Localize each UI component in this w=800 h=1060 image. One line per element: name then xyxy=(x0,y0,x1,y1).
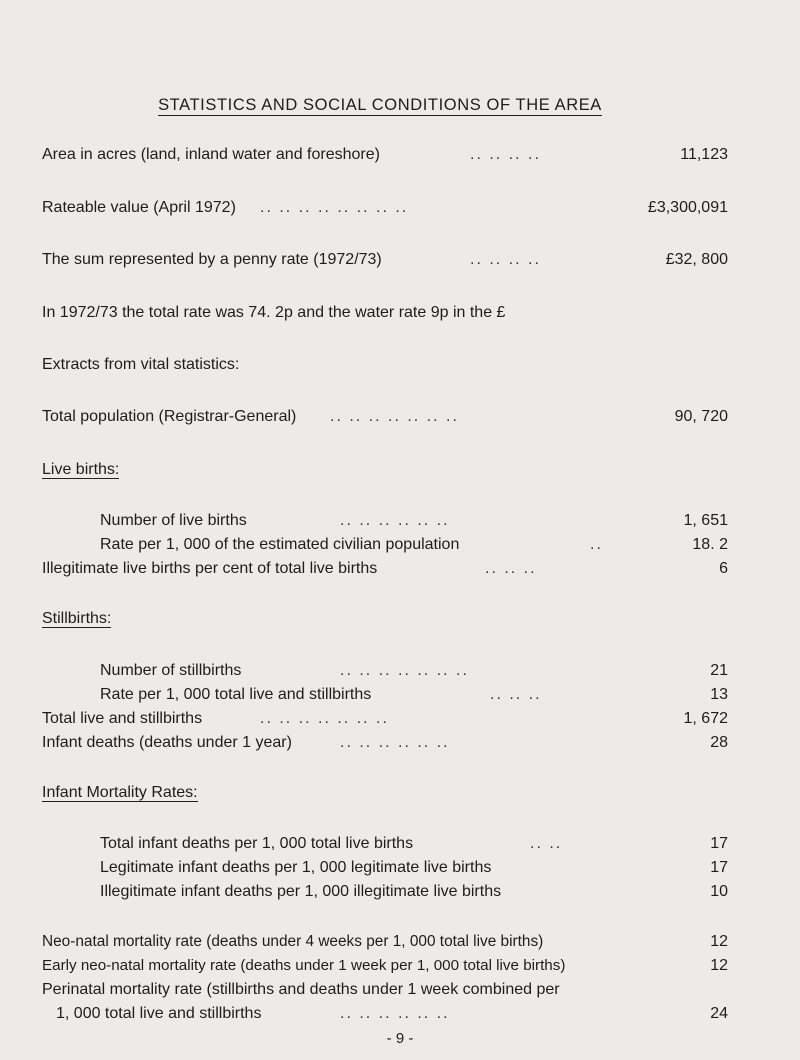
penny-rate-row xyxy=(0,251,800,273)
area-dots: .. .. .. .. xyxy=(470,146,541,163)
total-infant-deaths-dots: .. .. xyxy=(530,835,563,852)
perinatal-row xyxy=(0,1005,800,1027)
stillbirths-rate-label: Rate per 1, 000 total live and stillbirths xyxy=(100,686,372,703)
stillbirths-rate-dots: .. .. .. xyxy=(490,686,542,703)
rate-note-row xyxy=(0,304,800,326)
legitimate-infant-deaths-label: Legitimate infant deaths per 1, 000 legitimate live births xyxy=(100,859,492,876)
stillbirths-number-value: 21 xyxy=(710,662,728,679)
total-live-stillbirths-label: Total live and stillbirths xyxy=(42,710,203,727)
perinatal-label-line1: Perinatal mortality rate (stillbirths and deaths under 1 week combined per xyxy=(42,981,560,998)
live-births-rate-value: 18. 2 xyxy=(692,536,728,553)
illegitimate-births-value: 6 xyxy=(719,560,728,577)
page-number: - 9 - xyxy=(386,1030,414,1047)
population-row xyxy=(0,408,800,430)
stillbirths-row xyxy=(0,710,800,732)
infant-mortality-heading xyxy=(42,784,198,802)
live-births-number-dots: .. .. .. .. .. .. xyxy=(340,512,450,529)
infant-mortality-row xyxy=(0,859,800,881)
penny-rate-dots: .. .. .. .. xyxy=(470,251,541,268)
total-infant-deaths-label: Total infant deaths per 1, 000 total live births xyxy=(100,835,414,852)
stillbirths-row xyxy=(0,686,800,708)
perinatal-value: 24 xyxy=(710,1005,728,1022)
area-label: Area in acres (land, inland water and foreshore) xyxy=(42,146,380,163)
live-births-row xyxy=(0,560,800,582)
rateable-row xyxy=(0,199,800,221)
illegitimate-births-label: Illegitimate live births per cent of total live births xyxy=(42,560,378,577)
stillbirths-heading-text: Stillbirths: xyxy=(42,610,112,627)
penny-rate-label: The sum represented by a penny rate (1972/73) xyxy=(42,251,382,268)
rate-note: In 1972/73 the total rate was 74. 2p and the water rate 9p in the £ xyxy=(42,304,506,321)
infant-deaths-dots: .. .. .. .. .. .. xyxy=(340,734,450,751)
stillbirths-number-label: Number of stillbirths xyxy=(100,662,242,679)
legitimate-infant-deaths-value: 17 xyxy=(710,859,728,876)
infant-mortality-heading-text: Infant Mortality Rates: xyxy=(42,784,198,801)
rateable-value: £3,300,091 xyxy=(647,199,728,216)
total-infant-deaths-value: 17 xyxy=(710,835,728,852)
neonatal-value: 12 xyxy=(710,933,728,950)
live-births-rate-label: Rate per 1, 000 of the estimated civilian population xyxy=(100,536,460,553)
perinatal-row xyxy=(0,981,800,1003)
population-value: 90, 720 xyxy=(674,408,728,425)
infant-deaths-value: 28 xyxy=(710,734,728,751)
live-births-heading-text: Live births: xyxy=(42,461,120,478)
page-title-text: STATISTICS AND SOCIAL CONDITIONS OF THE AREA xyxy=(158,96,602,114)
neonatal-row xyxy=(0,933,800,955)
area-value: 11,123 xyxy=(680,146,728,163)
area-row xyxy=(0,146,800,168)
illegitimate-infant-deaths-value: 10 xyxy=(710,883,728,900)
population-dots: .. .. .. .. .. .. .. xyxy=(330,408,459,425)
perinatal-dots: .. .. .. .. .. .. xyxy=(340,1005,450,1022)
live-births-row xyxy=(0,512,800,534)
rateable-dots: .. .. .. .. .. .. .. .. xyxy=(260,199,409,216)
penny-rate-value: £32, 800 xyxy=(665,251,728,268)
extracts-heading: Extracts from vital statistics: xyxy=(42,356,240,373)
early-neonatal-row xyxy=(0,957,800,979)
stillbirths-number-dots: .. .. .. .. .. .. .. xyxy=(340,662,469,679)
total-live-stillbirths-dots: .. .. .. .. .. .. .. xyxy=(260,710,389,727)
live-births-rate-dots: .. xyxy=(590,536,603,553)
stillbirths-row xyxy=(0,734,800,756)
total-live-stillbirths-value: 1, 672 xyxy=(683,710,728,727)
rateable-label: Rateable value (April 1972) xyxy=(42,199,236,216)
infant-deaths-label: Infant deaths (deaths under 1 year) xyxy=(42,734,292,751)
population-label: Total population (Registrar-General) xyxy=(42,408,297,425)
live-births-number-label: Number of live births xyxy=(100,512,247,529)
illegitimate-births-dots: .. .. .. xyxy=(485,560,537,577)
early-neonatal-label: Early neo-natal mortality rate (deaths under 1 week per 1, 000 total live births) xyxy=(42,957,566,974)
stillbirths-heading xyxy=(42,610,111,628)
live-births-number-value: 1, 651 xyxy=(683,512,728,529)
infant-mortality-row xyxy=(0,835,800,857)
stillbirths-rate-value: 13 xyxy=(710,686,728,703)
early-neonatal-value: 12 xyxy=(710,957,728,974)
infant-mortality-row xyxy=(0,883,800,905)
illegitimate-infant-deaths-label: Illegitimate infant deaths per 1, 000 illegitimate live births xyxy=(100,883,502,900)
live-births-row xyxy=(0,536,800,558)
neonatal-label: Neo-natal mortality rate (deaths under 4 weeks per 1, 000 total live births) xyxy=(42,933,544,950)
stillbirths-row xyxy=(0,662,800,684)
live-births-heading xyxy=(42,461,119,479)
page-title xyxy=(0,96,760,115)
perinatal-label-line2: 1, 000 total live and stillbirths xyxy=(56,1005,262,1022)
